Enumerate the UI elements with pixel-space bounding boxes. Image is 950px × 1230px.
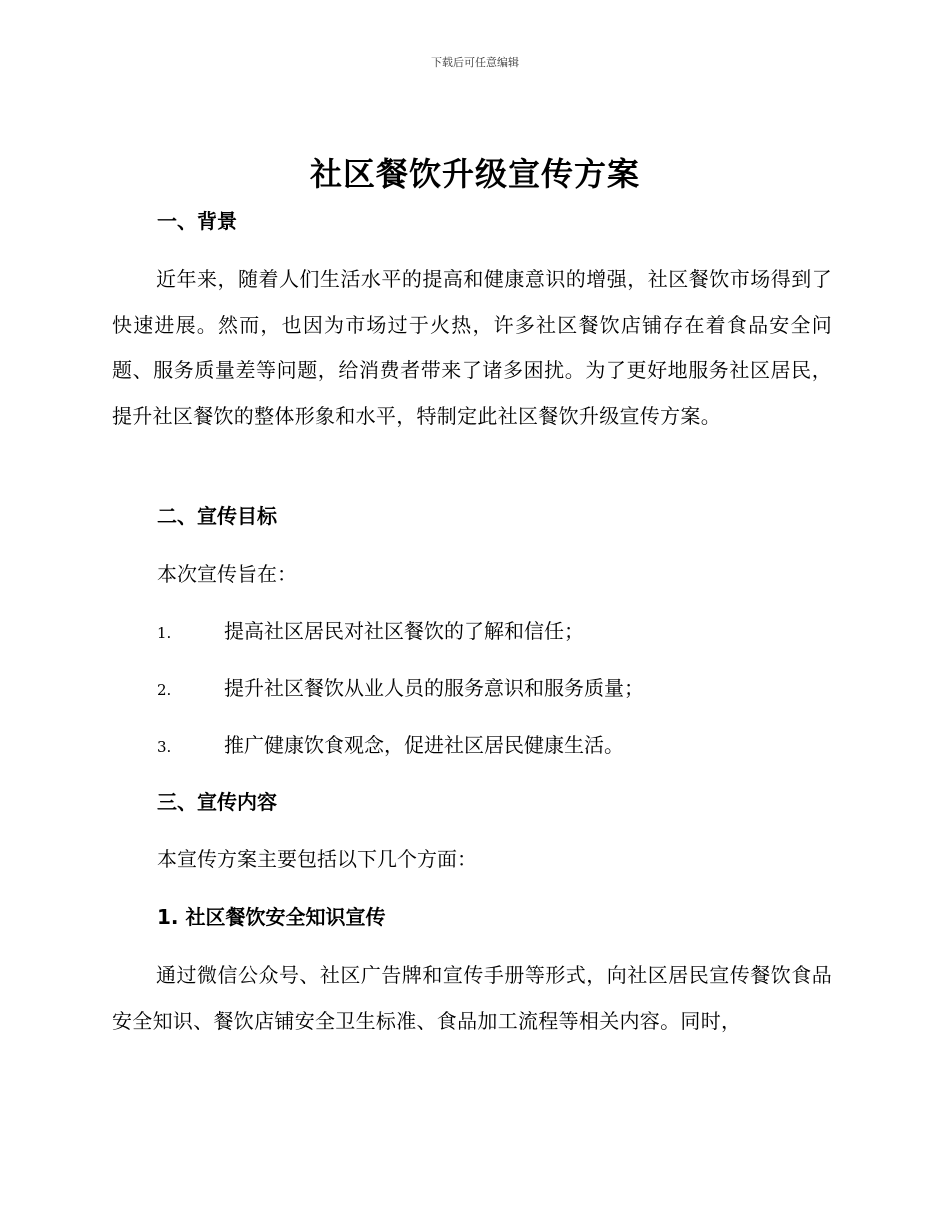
section-heading-goals: 二、宣传目标 [157,504,277,528]
list-number: 2. [157,681,172,699]
background-paragraph: 近年来，随着人们生活水平的提高和健康意识的增强，社区餐饮市场得到了快速进展。然而，也因为市场过于火热，许多社区餐饮店铺存在着食品安全问题、服务质量差等问题，给消费者带来了诸多困扰。为了更好地服务社区居民，提升社区餐饮的整体形象和水平，特制定此社区餐饮升级宣传方案。 [112,267,832,428]
list-number: 3. [157,738,172,756]
goals-intro: 本次宣传旨在： [157,562,297,586]
document-title: 社区餐饮升级宣传方案 [309,155,640,193]
subsection-heading-safety: 1. 社区餐饮安全知识宣传 [157,905,386,929]
content-intro: 本宣传方案主要包括以下几个方面： [157,847,477,871]
safety-paragraph: 通过微信公众号、社区广告牌和宣传手册等形式，向社区居民宣传餐饮食品安全知识、餐饮店铺安全卫生标准、食品加工流程等相关内容。同时， [112,963,832,1033]
header-note: 下载后可任意编辑 [431,56,519,69]
section-heading-background: 一、背景 [157,209,237,233]
list-text: 提高社区居民对社区餐饮的了解和信任； [224,619,584,643]
list-text: 提升社区餐饮从业人员的服务意识和服务质量； [224,676,644,700]
section-heading-content: 三、宣传内容 [157,790,277,814]
list-text: 推广健康饮食观念，促进社区居民健康生活。 [224,733,624,757]
list-number: 1. [157,624,172,642]
